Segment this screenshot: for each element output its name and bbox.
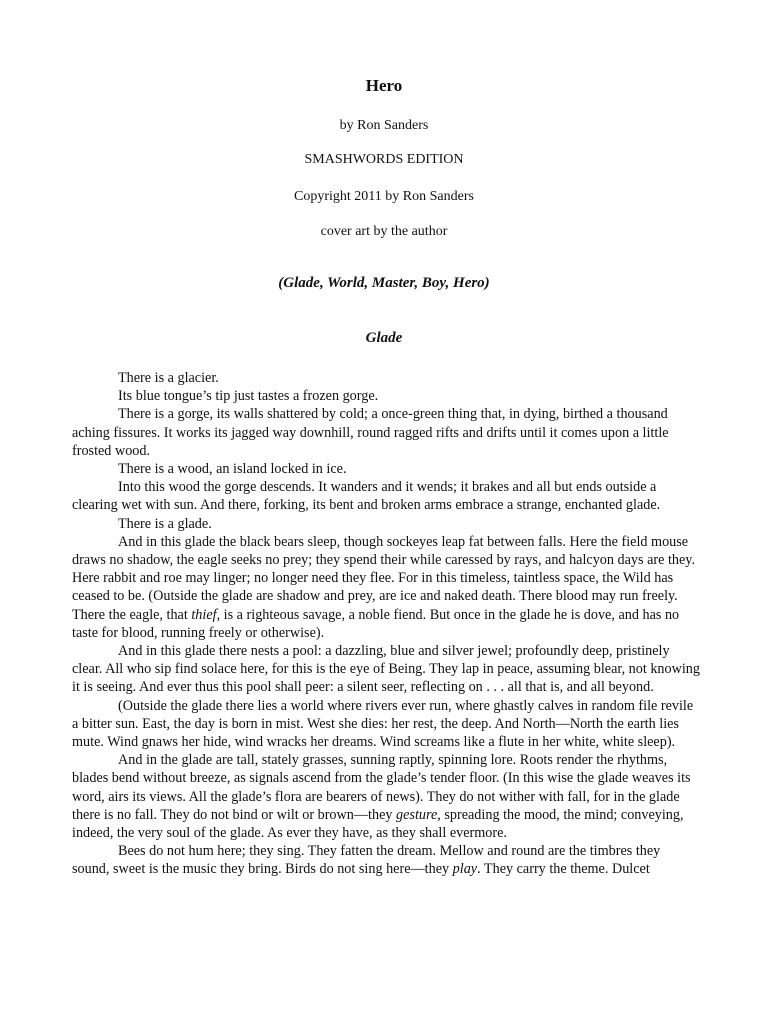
paragraph: Its blue tongue’s tip just tastes a frozen gorge. [118,388,379,405]
chapter-body [72,369,700,879]
paragraph: Into this wood the gorge descends. It wanders and it wends; it brakes and all but ends outside a clearing wet with sun. And there, forking, its bent and broken arms embrace a strange, enchanted glade. [72,479,661,514]
edition-line: SMASHWORDS EDITION [304,152,464,167]
author-line: by Ron Sanders [339,118,429,133]
copyright-line: Copyright 2011 by Ron Sanders [294,189,474,204]
paragraph: And in this glade the black bears sleep, though sockeyes leap fat between falls. Here the field mouse draws no shadow, the eagle seeks no prey; they spend their while caressed by rays, and halcyon days are they. Here rabbit and roe may linger; no longer need they flee. For in this timeless, taintless space, the Wild has ceased to be. (Outside the glade are shadow and prey, are ice and naked death. There blood may run freely. There the eagle, that thief, is a righteous savage, a noble fiend. But once in the glade he is dove, and has no taste for blood, running freely or otherwise). [72,533,695,641]
paragraph: There is a wood, an island locked in ice. [118,461,347,478]
paragraph: And in this glade there nests a pool: a dazzling, blue and silver jewel; profoundly deep, pristinely clear. All who sip find solace here, for this is the eye of Being. They lap in peace, assuming blear, not knowing it is seeing. And ever thus this pool shall peer: a silent seer, reflecting on . . . all that is, and all beyond. [72,643,700,696]
paragraph: There is a glacier. [118,370,219,386]
cover-art-line: cover art by the author [320,224,448,239]
paragraph: (Outside the glade there lies a world where rivers ever run, where ghastly calves in random file revile a bitter sun. East, the day is born in mist. West she dies: her rest, the deep. And North—North the earth lies mute. Wind gnaws her hide, wind wracks her dreams. Wind screams like a flute in her white, white sleep). [72,697,694,751]
book-title: Hero [365,76,403,95]
paragraph: There is a gorge, its walls shattered by cold; a once-green thing that, in dying, birthed a thousand aching fissures. It works its jagged way downhill, round ragged rifts and drifts until it comes upon a little frosted wood. [72,406,669,459]
parts-list: (Glade, World, Master, Boy, Hero) [278,275,490,291]
paragraph: There is a glade. [118,515,212,532]
paragraph: And in the glade are tall, stately grasses, sunning raptly, spinning lore. Roots render the rhythms, blades bend without breeze, as signals ascend from the glade’s tender floor. (In this wise the glade weaves its word, airs its views. All the glade’s flora are bearers of news). They do not wither with fall, for in the glade there is no fall. They do not bind or wilt or brown—they gesture, spreading the mood, the mind; conveying, indeed, the very soul of the glade. As ever they have, as they shall evermore. [72,752,691,842]
paragraph: Bees do not hum here; they sing. They fatten the dream. Mellow and round are the timbres they sound, sweet is the music they bring. Birds do not sing here—they play. They carry the theme. Dulcet [72,843,661,878]
chapter-heading: Glade [365,330,403,346]
